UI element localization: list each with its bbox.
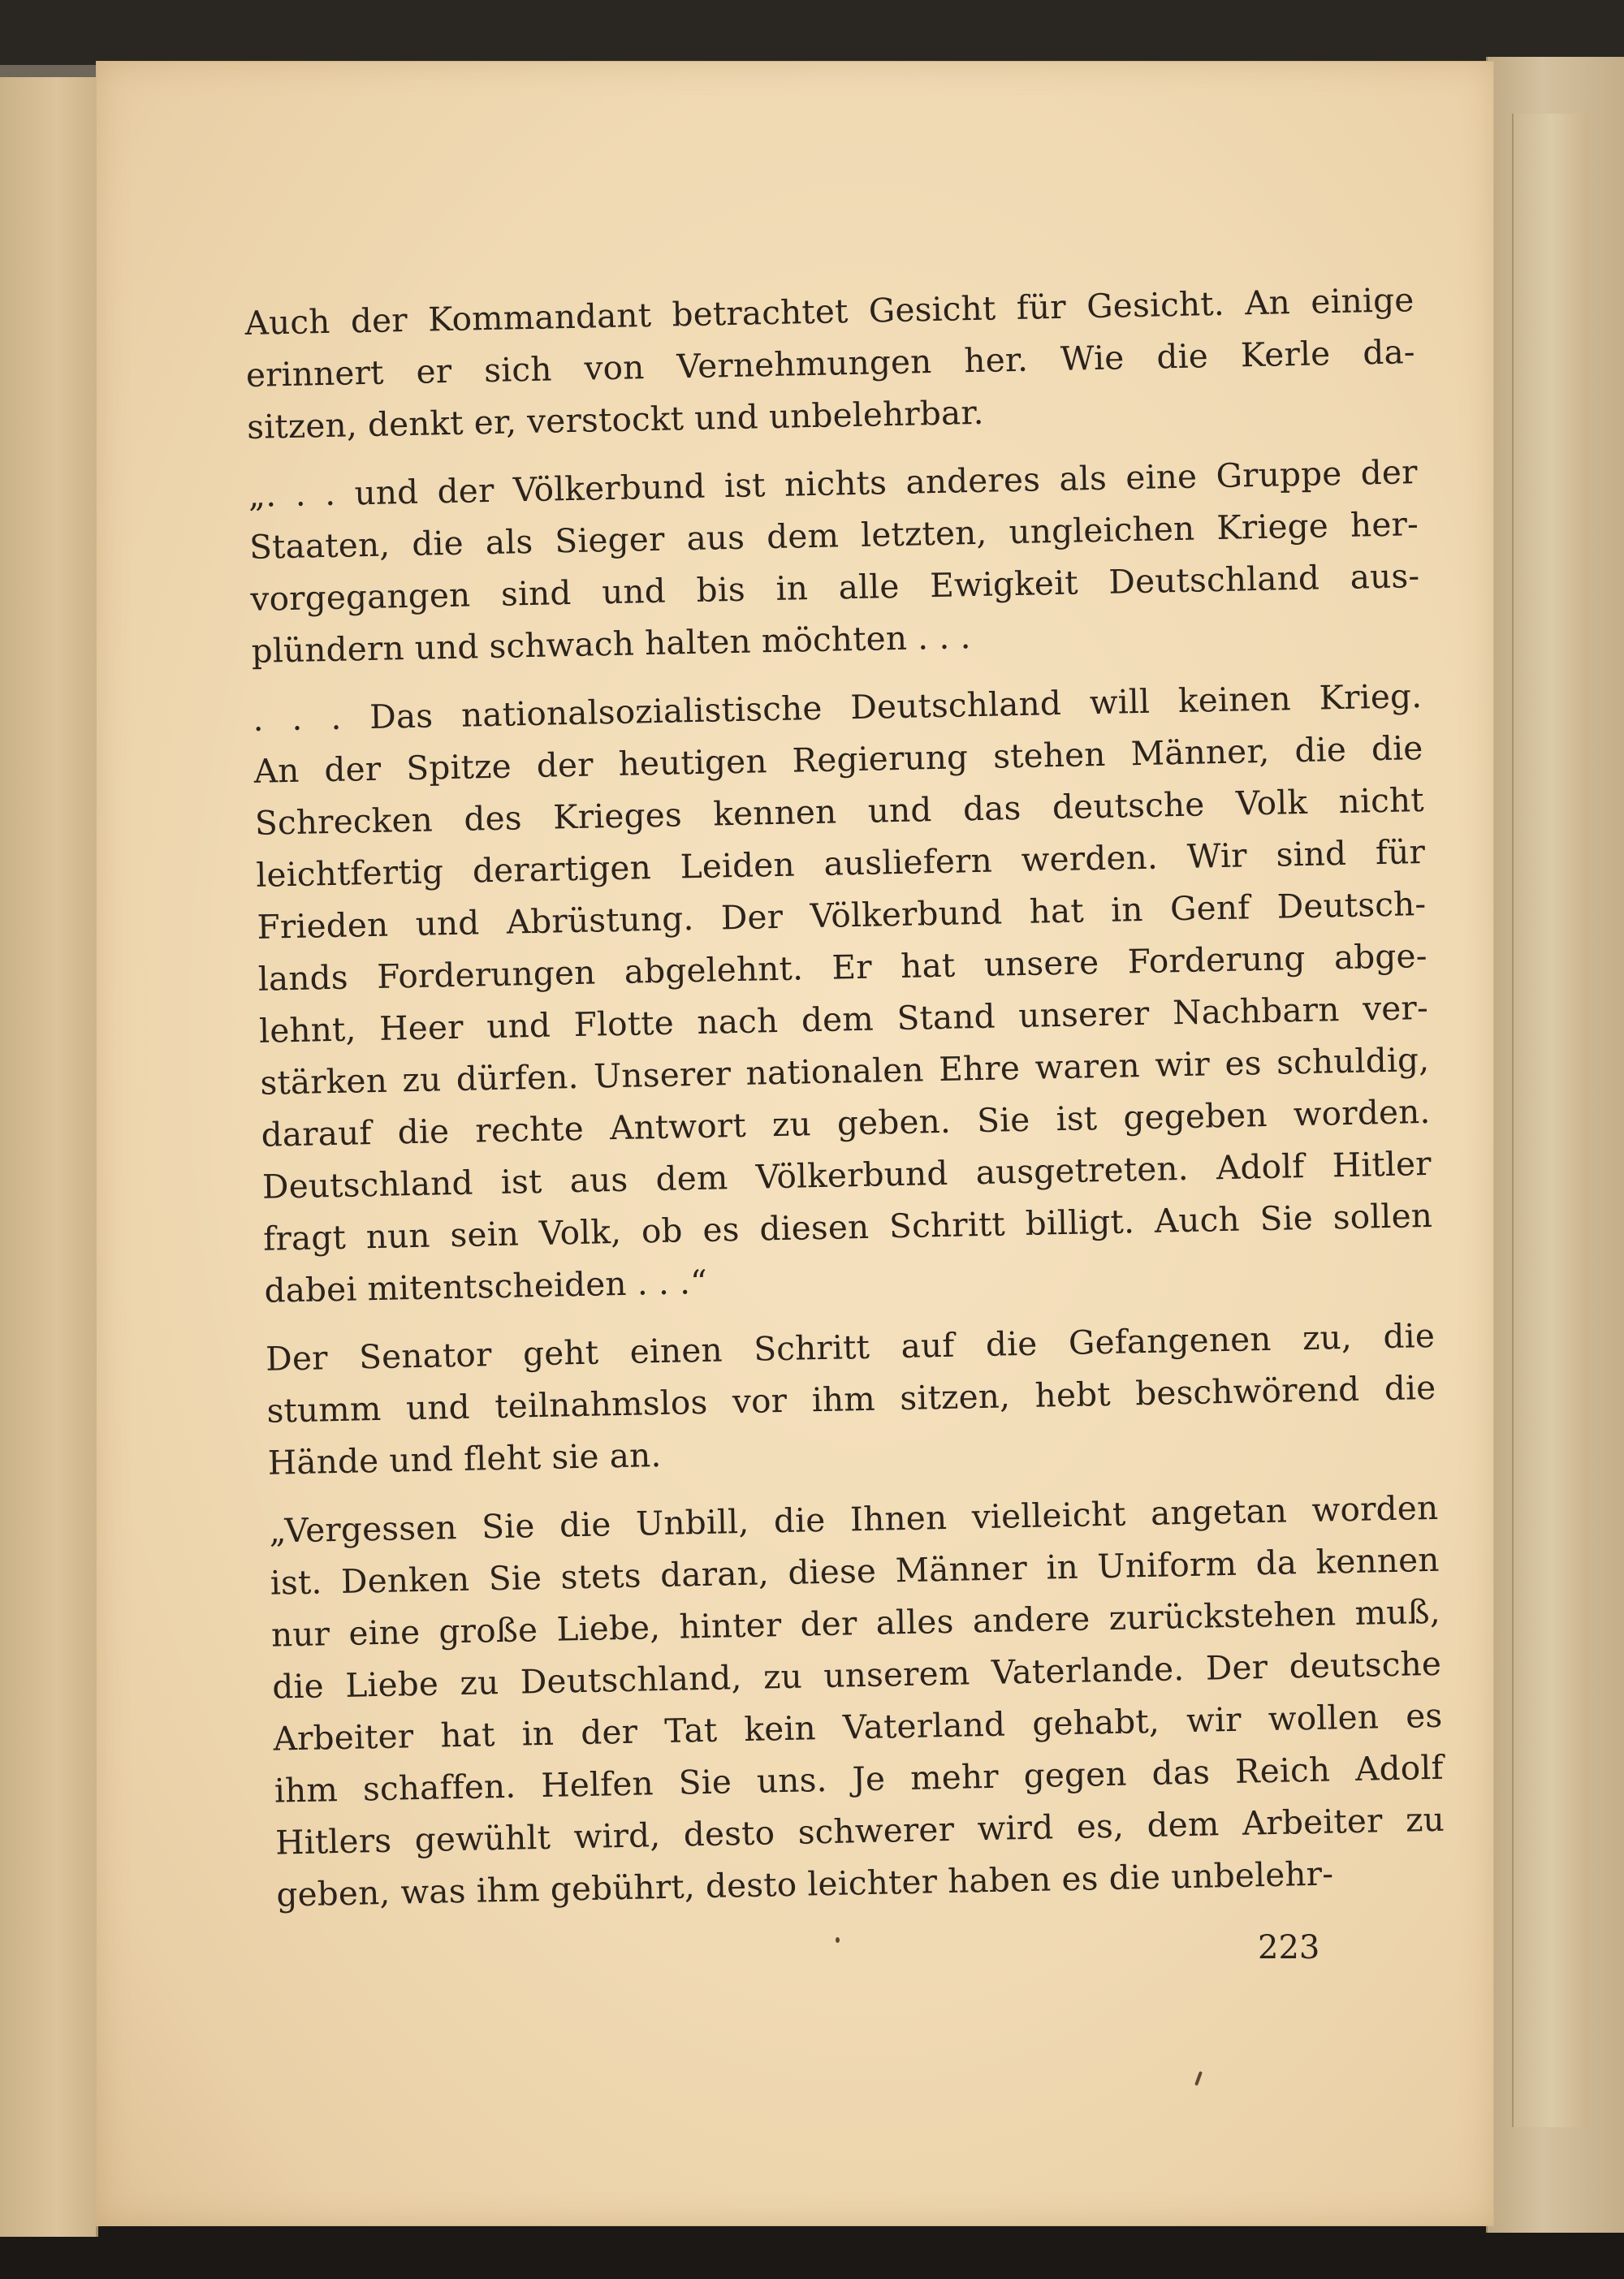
text-line: sitzen, denkt er, verstockt und unbelehrbar. [246, 392, 985, 447]
text-line: Der Senator geht einen Schritt auf die Gefangenen zu, die [265, 1315, 1436, 1379]
text-line: ist. Denken Sie stets daran, diese Männer in Uniform da kennen [270, 1539, 1440, 1603]
paragraph [253, 670, 1434, 1317]
paragraph [269, 1482, 1446, 1921]
text-line: Auch der Kommandant betrachtet Gesicht für Gesicht. An einige [244, 280, 1415, 343]
text-line: Staaten, die als Sieger aus dem letzten, ungleichen Kriege her- [248, 504, 1419, 567]
text-line: . . . Das nationalsozialistische Deutschland will keinen Krieg. [252, 675, 1423, 739]
text-line: darauf die rechte Antwort zu geben. Sie ist gegeben worden. [261, 1091, 1431, 1155]
book-page [96, 61, 1494, 2226]
text-line: An der Spitze der heutigen Regierung stehen Männer, die die [253, 727, 1423, 791]
text-line: ihm schaffen. Helfen Sie uns. Je mehr gegen das Reich Adolf [274, 1747, 1445, 1811]
text-line: lands Forderungen abgelehnt. Er hat unsere Forderung abge- [257, 935, 1428, 999]
paragraph [244, 274, 1417, 453]
text-line: „Vergessen Sie die Unbill, die Ihnen vielleicht angetan worden [269, 1487, 1439, 1551]
text-line: leichtfertig derartigen Leiden ausliefern werden. Wir sind für [255, 831, 1426, 895]
text-line: nur eine große Liebe, hinter der alles andere zurückstehen muß, [270, 1591, 1441, 1655]
paper-speck [836, 1937, 840, 1943]
text-line: erinnert er sich von Vernehmungen her. Wie die Kerle da- [245, 332, 1416, 395]
text-line: Deutschland ist aus dem Völkerbund ausgetreten. Adolf Hitler [261, 1143, 1432, 1206]
text-line: plündern und schwach halten möchten . . . [251, 617, 971, 671]
left-facing-page-edge [0, 77, 98, 2237]
text-line: stumm und teilnahmslos vor ihm sitzen, hebt beschwörend die [266, 1367, 1436, 1431]
text-line: vorgegangen sind und bis in alle Ewigkeit Deutschland aus- [249, 556, 1420, 619]
text-line: Arbeiter hat in der Tat kein Vaterland gehabt, wir wollen es [273, 1695, 1443, 1759]
book-endpaper-edge [1512, 114, 1588, 2127]
text-line: Schrecken des Krieges kennen und das deutsche Volk nicht [254, 779, 1425, 843]
paper-mark [1194, 2071, 1203, 2086]
text-line: Hände und fleht sie an. [267, 1435, 662, 1483]
text-line: Frieden und Abrüstung. Der Völkerbund hat in Genf Deutsch- [257, 883, 1427, 947]
page-body-text [244, 274, 1446, 1936]
text-line: fragt nun sein Volk, ob es diesen Schritt billigt. Auch Sie sollen [262, 1195, 1433, 1258]
paragraph [248, 446, 1421, 677]
text-line: lehnt, Heer und Flotte nach dem Stand unserer Nachbarn ver- [258, 987, 1429, 1051]
text-line: geben, was ihm gebührt, desto leichter haben es die unbelehr- [276, 1854, 1334, 1914]
page-number: 223 [1258, 1929, 1320, 1966]
text-line: stärken zu dürfen. Unserer nationalen Ehre waren wir es schuldig, [259, 1039, 1430, 1103]
text-line: „. . . und der Völkerbund ist nichts anderes als eine Gruppe der [248, 452, 1419, 515]
text-line: dabei mitentscheiden . . .“ [264, 1262, 708, 1310]
text-line: Hitlers gewühlt wird, desto schwerer wird es, dem Arbeiter zu [274, 1799, 1445, 1862]
paragraph [266, 1310, 1438, 1489]
text-line: die Liebe zu Deutschland, zu unserem Vaterlande. Der deutsche [271, 1643, 1442, 1707]
